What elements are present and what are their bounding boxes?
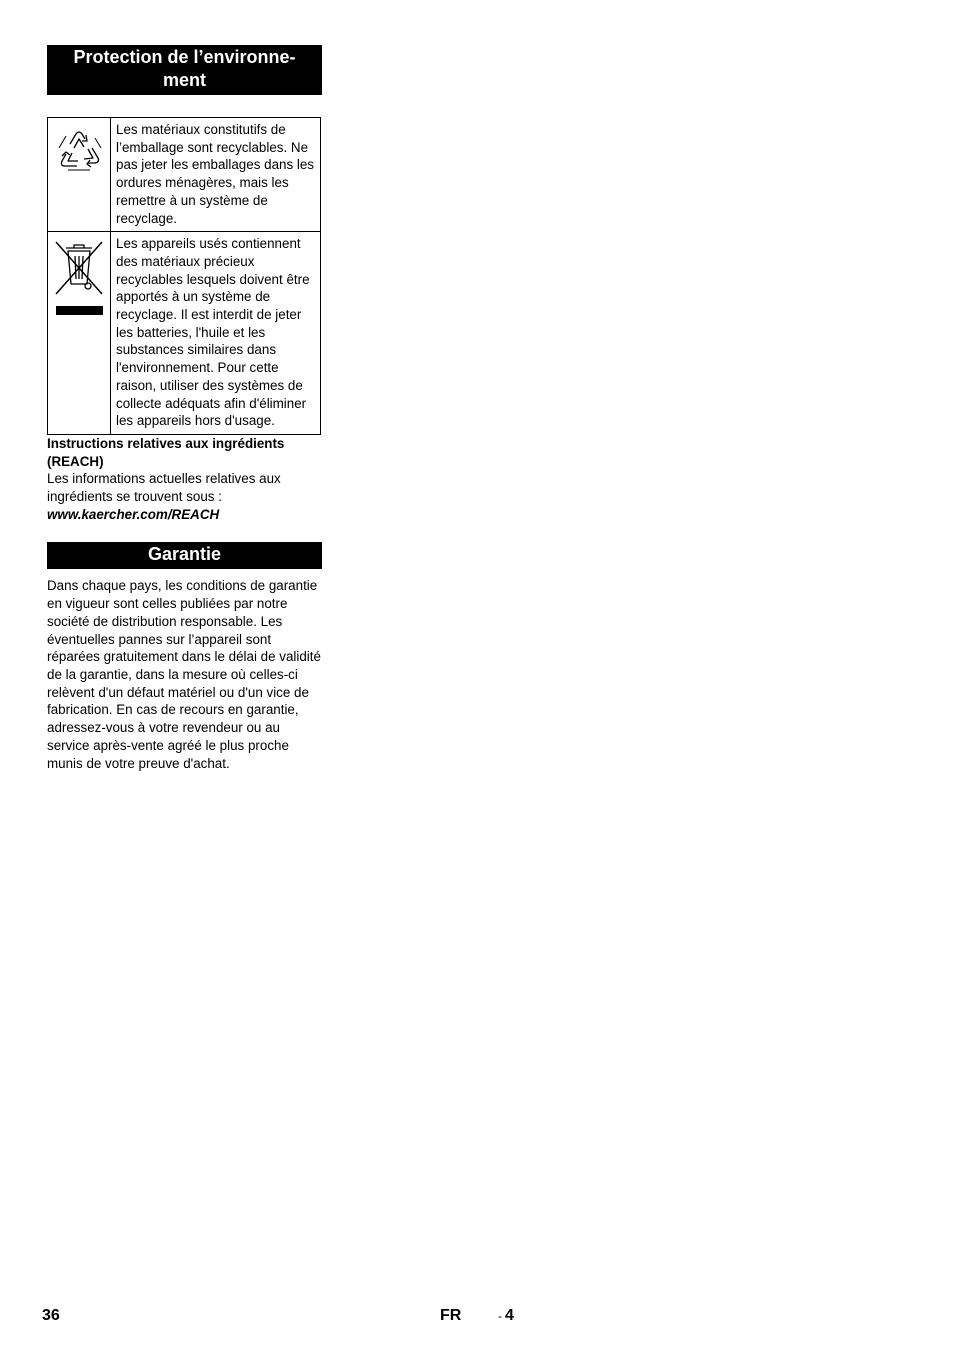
page-number: 36 [42,1307,60,1324]
language-code: FR [440,1307,462,1324]
recycling-icon [48,118,110,178]
garantie-heading: Garantie [47,542,322,569]
table-row [48,118,321,232]
icon-cell [48,232,111,435]
crossed-out-wheelie-bin-icon [48,232,110,320]
reach-text: Les informations actuelles relatives aux ingrédients se trouvent sous : [47,471,281,505]
section-number-group [498,1307,514,1325]
electronic-waste-text: Les appareils usés contiennent des matériaux précieux recyclables lesquels doivent être apportés à un système de recyclage. Il est interdit de jeter les batteries, l'huile et les substances similaires dans l'environnement. Pour cette raison, utiliser des systèmes de collecte adéquats afin d'éliminer les appareils hors d'usage. [111,232,321,435]
left-column [47,45,322,772]
reach-section [47,435,322,524]
reach-title: Instructions relatives aux ingrédients (REACH) [47,435,285,469]
environment-heading: Protection de l’environne-ment [47,45,322,95]
environment-table [47,117,321,435]
recycling-text: Les matériaux constitutifs de l’emballage sont recyclables. Ne pas jeter les emballages dans les ordures ménagères, mais les remettre à un système de recyclage. [111,118,321,232]
table-row [48,232,321,435]
section-number: 4 [505,1307,514,1324]
garantie-text: Dans chaque pays, les conditions de garantie en vigueur sont celles publiées par notre société de distribution responsable. Les éventuelles pannes sur l’appareil sont réparées gratuitement dans le délai de validité de la garantie, dans la mesure où celles-ci relèvent d'un défaut matériel ou d'un vice de fabrication. En cas de recours en garantie, adressez-vous à votre revendeur ou au service après-vente agréé le plus proche munis de votre preuve d'achat. [47,578,321,771]
reach-link[interactable]: www.kaercher.com/REACH [47,506,220,522]
icon-cell [48,118,111,232]
section-dash: - [498,1309,502,1323]
